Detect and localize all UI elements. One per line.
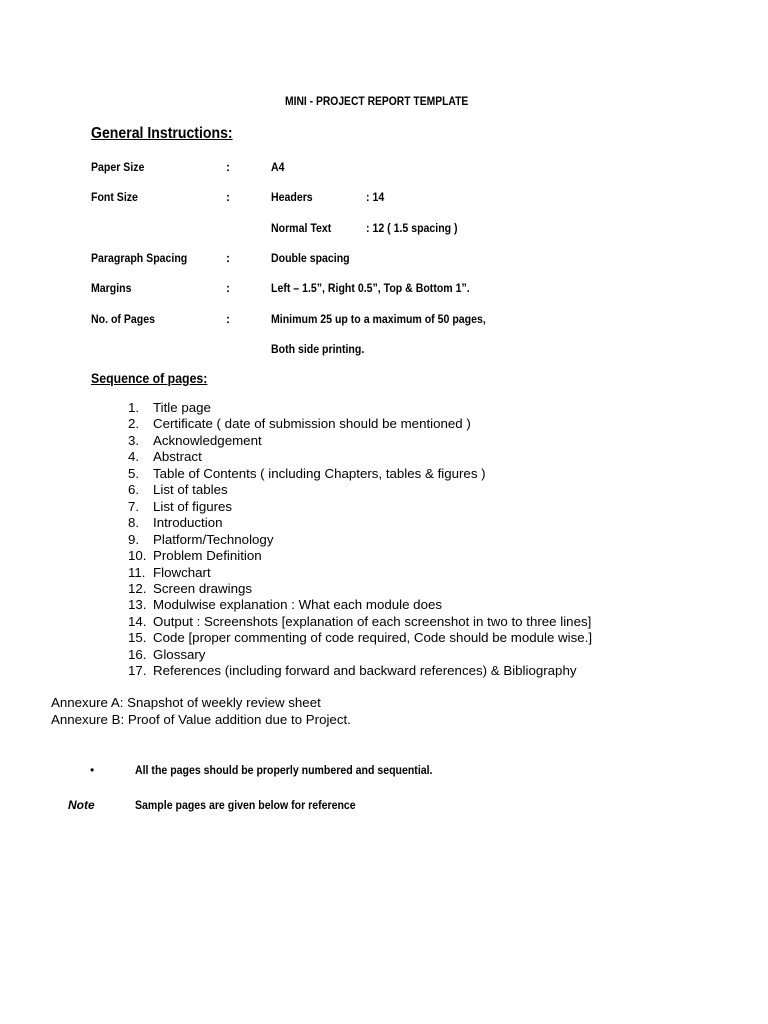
list-item bbox=[128, 548, 592, 564]
list-item bbox=[128, 515, 592, 531]
list-item bbox=[128, 647, 592, 663]
list-item-number: 16. bbox=[128, 646, 147, 662]
paragraph-spacing-label: Paragraph Spacing bbox=[91, 251, 188, 265]
list-item-number: 11. bbox=[128, 564, 146, 580]
list-item bbox=[128, 630, 592, 646]
headers-value: : 14 bbox=[366, 190, 385, 204]
list-item-text: Abstract bbox=[153, 449, 202, 465]
list-item-number: 2. bbox=[128, 416, 140, 432]
list-item-number: 9. bbox=[128, 531, 140, 547]
paper-size-colon: : bbox=[226, 160, 230, 174]
list-item-number: 1. bbox=[128, 400, 140, 415]
list-item bbox=[128, 466, 592, 482]
annexure-a: Annexure A: Snapshot of weekly review sheet bbox=[51, 695, 321, 710]
pages-value-2: Both side printing. bbox=[271, 342, 365, 356]
list-item bbox=[128, 499, 592, 515]
pages-label: No. of Pages bbox=[91, 312, 155, 326]
list-item-text: Screen drawings bbox=[153, 580, 253, 596]
list-item-text: List of tables bbox=[153, 482, 228, 498]
list-item-text: Output : Screenshots [explanation of each screenshot in two to three lines] bbox=[153, 613, 592, 629]
list-item-text: Problem Definition bbox=[153, 548, 262, 564]
list-item-number: 7. bbox=[128, 498, 140, 514]
bullet-icon: • bbox=[90, 763, 95, 777]
font-size-label: Font Size bbox=[91, 190, 138, 204]
list-item-text: Title page bbox=[153, 400, 211, 415]
list-item-text: Certificate ( date of submission should be mentioned ) bbox=[153, 416, 471, 432]
list-item bbox=[128, 532, 592, 548]
list-item-number: 12. bbox=[128, 580, 147, 596]
bullet-text: All the pages should be properly numbered and sequential. bbox=[135, 763, 433, 777]
pages-colon: : bbox=[226, 312, 230, 326]
list-item bbox=[128, 482, 592, 498]
list-item bbox=[128, 663, 592, 679]
paper-size-label: Paper Size bbox=[91, 160, 145, 174]
list-item-number: 6. bbox=[128, 482, 140, 498]
list-item-number: 15. bbox=[128, 630, 147, 646]
sequence-heading: Sequence of pages: bbox=[91, 370, 208, 386]
list-item bbox=[128, 449, 592, 465]
list-item-text: Table of Contents ( including Chapters, tables & figures ) bbox=[153, 465, 486, 481]
note-text: Sample pages are given below for reference bbox=[135, 798, 356, 812]
list-item bbox=[128, 433, 592, 449]
list-item-number: 14. bbox=[128, 613, 147, 629]
list-item-text: Introduction bbox=[153, 515, 223, 531]
list-item bbox=[128, 581, 592, 597]
list-item bbox=[128, 416, 592, 432]
paragraph-spacing-colon: : bbox=[226, 251, 230, 265]
paragraph-spacing-value: Double spacing bbox=[271, 251, 350, 265]
list-item-text: References (including forward and backward references) & Bibliography bbox=[153, 663, 577, 679]
list-item-text: Glossary bbox=[153, 646, 206, 662]
normal-text-label: Normal Text bbox=[271, 221, 332, 235]
document-title: MINI - PROJECT REPORT TEMPLATE bbox=[285, 94, 469, 108]
list-item bbox=[128, 565, 592, 581]
list-item-text: List of figures bbox=[153, 498, 233, 514]
list-item-text: Flowchart bbox=[153, 564, 211, 580]
general-instructions-heading bbox=[91, 125, 233, 143]
list-item-number: 13. bbox=[128, 597, 147, 613]
list-item bbox=[128, 597, 592, 613]
headers-label: Headers bbox=[271, 190, 313, 204]
pages-value: Minimum 25 up to a maximum of 50 pages, bbox=[271, 312, 486, 326]
list-item-number: 5. bbox=[128, 465, 140, 481]
list-item-number: 10. bbox=[128, 548, 147, 564]
list-item-number: 8. bbox=[128, 515, 140, 531]
list-item-number: 4. bbox=[128, 449, 140, 465]
list-item-number: 3. bbox=[128, 432, 140, 448]
general-instructions-heading-text: General Instructions: bbox=[91, 125, 233, 142]
note-label: Note bbox=[68, 798, 95, 812]
margins-colon: : bbox=[226, 281, 230, 295]
list-item-text: Code [proper commenting of code required, Code should be module wise.] bbox=[153, 630, 593, 646]
list-item-text: Modulwise explanation : What each module does bbox=[153, 597, 443, 613]
normal-text-value: : 12 ( 1.5 spacing ) bbox=[366, 221, 458, 235]
margins-label: Margins bbox=[91, 281, 132, 295]
list-item-number: 17. bbox=[128, 663, 147, 679]
margins-value: Left – 1.5”, Right 0.5”, Top & Bottom 1”. bbox=[271, 281, 470, 295]
sequence-list bbox=[128, 400, 592, 680]
list-item bbox=[128, 400, 592, 416]
font-size-colon: : bbox=[226, 190, 230, 204]
list-item bbox=[128, 614, 592, 630]
annexure-b: Annexure B: Proof of Value addition due to Project. bbox=[51, 712, 351, 727]
list-item-text: Platform/Technology bbox=[153, 531, 274, 547]
list-item-text: Acknowledgement bbox=[153, 432, 262, 448]
paper-size-value: A4 bbox=[271, 160, 285, 174]
